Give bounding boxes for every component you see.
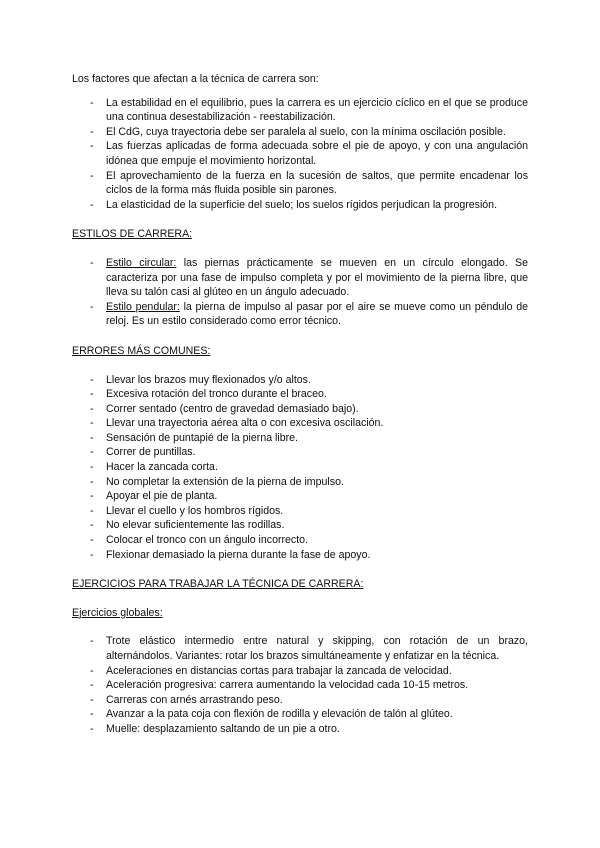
list-item: - No completar la extensión de la pierna de impulso. <box>90 475 344 488</box>
ejercicios-subheading: Ejercicios globales: <box>72 606 163 619</box>
list-item: - La estabilidad en el equilibrio, pues la carrera es un ejercicio cíclico en el que se produce una continua desestabilización - reestabilización. <box>90 96 528 124</box>
list-item: - Trote elástico intermedio entre natural y skipping, con rotación de un brazo, alternándolos. Variantes: rotar los brazos simultáneamente y enfatizar en la técnica. <box>90 635 528 662</box>
list-item: - Correr sentado (centro de gravedad demasiado bajo). <box>90 402 359 415</box>
list-item: - Llevar los brazos muy flexionados y/o altos. <box>90 373 311 386</box>
document-page <box>72 72 528 737</box>
list-item: - Aceleración progresiva: carrera aumentando la velocidad cada 10-15 metros. <box>90 679 469 692</box>
ejercicios-heading: EJERCICIOS PARA TRABAJAR LA TÉCNICA DE CARRERA: <box>72 578 364 591</box>
list-item: - Muelle: desplazamiento saltando de un pie a otro. <box>90 722 340 735</box>
list-item: - La elasticidad de la superficie del suelo; los suelos rígidos perjudican la progresión. <box>90 198 498 211</box>
list-item: - Correr de puntillas. <box>90 446 196 459</box>
errores-heading: ERRORES MÁS COMUNES: <box>72 344 211 357</box>
list-item: - Llevar una trayectoria aérea alta o con excesiva oscilación. <box>90 417 384 430</box>
estilo-term: Estilo pendular: <box>106 300 180 313</box>
ejercicios-list <box>72 634 528 736</box>
list-item: - Carreras con arnés arrastrando peso. <box>90 693 283 706</box>
list-item: - Aceleraciones en distancias cortas para trabajar la zancada de velocidad. <box>90 664 452 677</box>
list-item: - Excesiva rotación del tronco durante el braceo. <box>90 388 327 401</box>
list-item: - Apoyar el pie de planta. <box>90 490 218 503</box>
estilos-list <box>72 256 528 329</box>
list-item: - El aprovechamiento de la fuerza en la sucesión de saltos, que permite encadenar los ciclos de la forma más fluida posible sin parones. <box>90 169 528 197</box>
estilo-term: Estilo circular: <box>106 256 177 269</box>
list-item: - No elevar suficientemente las rodillas. <box>90 519 285 532</box>
list-item: - El CdG, cuya trayectoria debe ser paralela al suelo, con la mínima oscilación posible. <box>90 125 506 138</box>
estilos-heading: ESTILOS DE CARRERA: <box>72 228 193 241</box>
list-item: - Estilo pendular: la pierna de impulso al pasar por el aire se mueve como un péndulo de reloj. Es un estilo considerado como error técnico. <box>90 300 528 328</box>
list-item: - Avanzar a la pata coja con flexión de rodilla y elevación de talón al glúteo. <box>90 708 453 721</box>
factores-list <box>72 96 528 213</box>
list-item: - Llevar el cuello y los hombros rígidos. <box>90 504 284 517</box>
intro-paragraph: Los factores que afectan a la técnica de carrera son: <box>72 73 319 85</box>
list-item: - Las fuerzas aplicadas de forma adecuada sobre el pie de apoyo, y con una angulación idónea que empuje el movimiento horizontal. <box>90 140 528 167</box>
list-item: - Sensación de puntapié de la pierna libre. <box>90 431 299 444</box>
list-item: - Hacer la zancada corta. <box>90 461 218 474</box>
errores-list <box>72 373 528 563</box>
list-item: - Estilo circular: las piernas prácticamente se mueven en un círculo elongado. Se caracteriza por una fase de impulso completa y por el movimiento de la pierna libre, que lleva su talón casi al glúteo en un ángulo adecuado. <box>90 256 528 299</box>
list-item: - Colocar el tronco con un ángulo incorrecto. <box>90 534 308 547</box>
list-item: - Flexionar demasiado la pierna durante la fase de apoyo. <box>90 548 371 561</box>
